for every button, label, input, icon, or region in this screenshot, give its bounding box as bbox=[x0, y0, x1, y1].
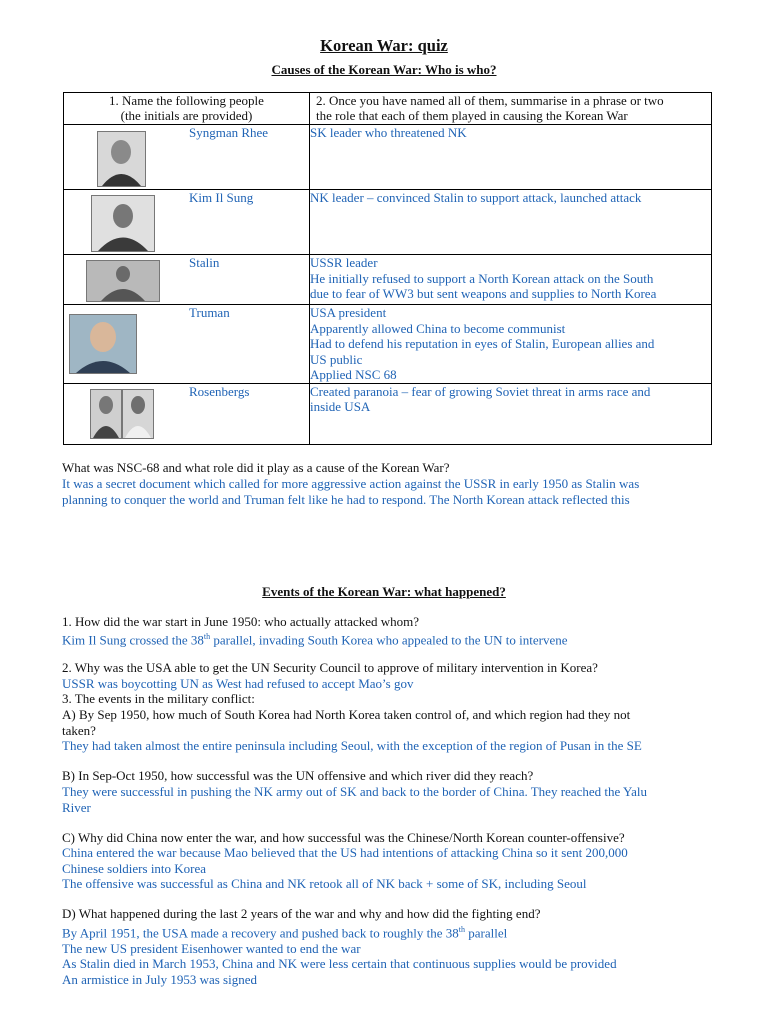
q1-answer: Kim Il Sung crossed the 38th parallel, invading South Korea who appealed to the UN to intervene bbox=[62, 632, 568, 648]
nsc-question: What was NSC-68 and what role did it play as a cause of the Korean War? bbox=[62, 460, 450, 475]
person-cell bbox=[64, 125, 310, 190]
person-cell bbox=[64, 305, 310, 384]
person-name: Stalin bbox=[189, 255, 220, 270]
role-cell: USSR leader He initially refused to support a North Korean attack on the South due to fear of WW3 but sent weapons and supplies to North Korea bbox=[310, 255, 712, 305]
qd-question: D) What happened during the last 2 years of the war and why and how did the fighting end? bbox=[62, 906, 541, 921]
table-row bbox=[64, 125, 712, 190]
table-header-names: 1. Name the following people (the initials are provided) bbox=[64, 93, 310, 125]
portrait-photo bbox=[69, 314, 137, 374]
page-title: Korean War: quiz bbox=[320, 36, 448, 55]
person-name: Rosenbergs bbox=[189, 383, 250, 399]
q1-question: 1. How did the war start in June 1950: who actually attacked whom? bbox=[62, 614, 420, 629]
q2-question: 2. Why was the USA able to get the UN Security Council to approve of military intervention in Korea? bbox=[62, 660, 598, 675]
qa-answer: They had taken almost the entire peninsula including Seoul, with the exception of the region of Pusan in the SE bbox=[62, 738, 642, 753]
portrait-photo bbox=[90, 389, 122, 439]
portrait-photo bbox=[86, 260, 160, 302]
nsc-answer: It was a secret document which called for more aggressive action against the USSR in early 1950 as Stalin was planning to conquer the world and Truman felt like he had to respond. The North Korean attack reflected this bbox=[62, 476, 640, 507]
q3-intro: 3. The events in the military conflict: bbox=[62, 691, 255, 706]
table-row bbox=[64, 255, 712, 305]
role-cell: Created paranoia – fear of growing Soviet threat in arms race and inside USA bbox=[310, 383, 712, 444]
person-cell bbox=[64, 190, 310, 255]
portrait-photo bbox=[97, 131, 146, 187]
portrait-photo bbox=[122, 389, 154, 439]
table-row bbox=[64, 383, 712, 444]
section-title-events: Events of the Korean War: what happened? bbox=[262, 584, 506, 599]
person-name: Kim Il Sung bbox=[189, 190, 254, 205]
portrait-photo bbox=[91, 195, 155, 252]
qb-question: B) In Sep-Oct 1950, how successful was the UN offensive and which river did they reach? bbox=[62, 768, 534, 783]
q2-answer: USSR was boycotting UN as West had refused to accept Mao’s gov bbox=[62, 676, 414, 691]
qc-answer: China entered the war because Mao believed that the US had intentions of attacking China so it sent 200,000 Chinese soldiers into Korea The offensive was successful as China and NK retook all of NK back + some of SK, including Seoul bbox=[62, 845, 628, 891]
role-cell: USA president Apparently allowed China to become communist Had to defend his reputation in eyes of Stalin, European allies and US public Applied NSC 68 bbox=[310, 305, 712, 384]
qb-answer: They were successful in pushing the NK army out of SK and back to the border of China. They reached the Yalu River bbox=[62, 784, 647, 815]
role-cell: NK leader – convinced Stalin to support attack, launched attack bbox=[310, 190, 712, 255]
person-cell bbox=[64, 383, 310, 444]
qc-question: C) Why did China now enter the war, and how successful was the Chinese/North Korean counter-offensive? bbox=[62, 830, 625, 845]
who-is-who-table bbox=[63, 92, 712, 445]
role-cell: SK leader who threatened NK bbox=[310, 125, 712, 190]
table-row bbox=[64, 305, 712, 384]
table-row bbox=[64, 190, 712, 255]
table-header-roles: 2. Once you have named all of them, summarise in a phrase or two the role that each of them played in causing the Korean War bbox=[310, 93, 712, 125]
person-cell bbox=[64, 255, 310, 305]
qa-question: A) By Sep 1950, how much of South Korea had North Korea taken control of, and which region had they not taken? bbox=[62, 707, 631, 738]
qd-answer: By April 1951, the USA made a recovery and pushed back to roughly the 38th parallel The new US president Eisenhower wanted to end the war As Stalin died in March 1953, China and NK were less certain that continuous supplies would be provided An armistice in July 1953 was signed bbox=[62, 925, 617, 987]
section-title-causes: Causes of the Korean War: Who is who? bbox=[271, 62, 497, 77]
person-name: Syngman Rhee bbox=[189, 125, 269, 140]
person-name: Truman bbox=[189, 305, 230, 320]
